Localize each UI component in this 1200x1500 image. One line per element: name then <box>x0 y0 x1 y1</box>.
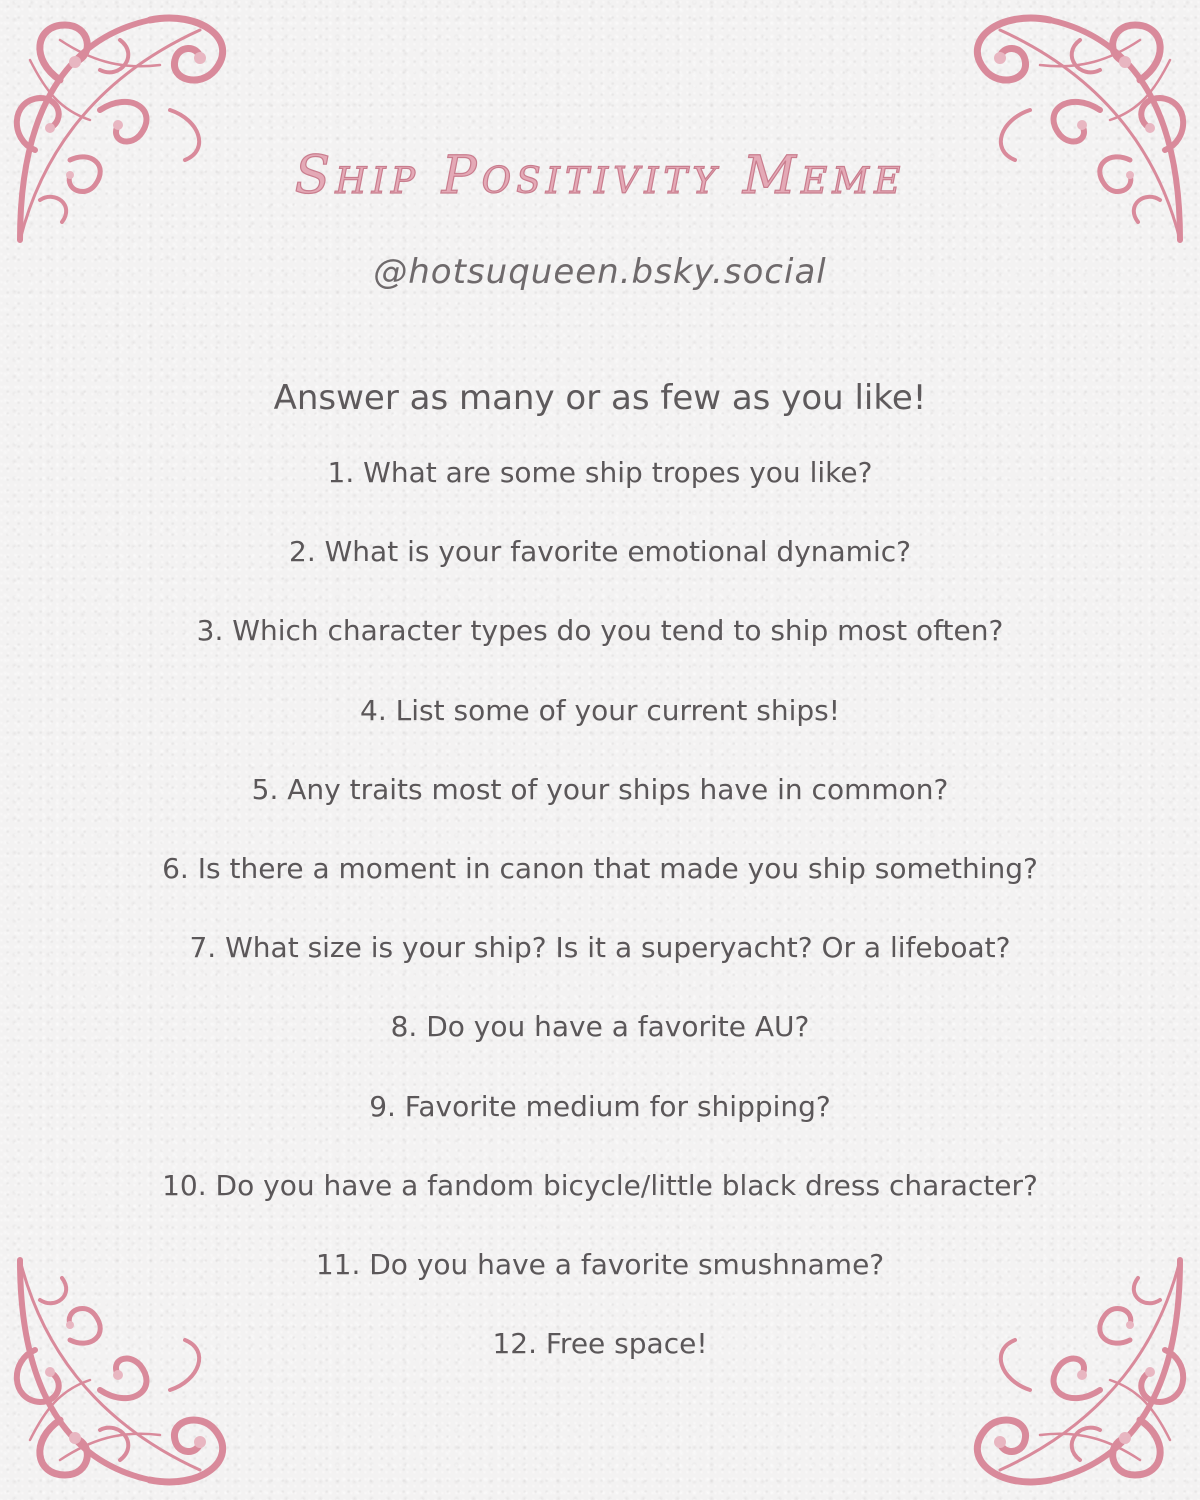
question-item: 1. What are some ship tropes you like? <box>327 456 873 489</box>
question-item: 12. Free space! <box>492 1327 708 1361</box>
question-item: 4. List some of your current ships! <box>360 693 840 727</box>
corner-ornament-icon <box>0 0 260 260</box>
question-item: 11. Do you have a favorite smushname? <box>315 1247 885 1281</box>
page-title: Ship Positivity Meme <box>294 146 906 206</box>
question-item: 9. Favorite medium for shipping? <box>369 1089 831 1123</box>
question-item: 7. What size is your ship? Is it a superyacht? Or a lifeboat? <box>189 931 1011 965</box>
question-item: 5. Any traits most of your ships have in common? <box>251 772 949 806</box>
question-item: 2. What is your favorite emotional dynamic? <box>289 535 911 569</box>
intro-text: Answer as many or as few as you like! <box>273 378 927 418</box>
author-handle: @hotsuqueen.bsky.social <box>373 252 827 292</box>
question-list <box>0 450 1200 1400</box>
question-item: 6. Is there a moment in canon that made you ship something? <box>162 851 1038 885</box>
corner-ornament-icon <box>940 0 1200 260</box>
question-item: 3. Which character types do you tend to ship most often? <box>196 614 1004 648</box>
question-item: 8. Do you have a favorite AU? <box>390 1010 810 1044</box>
question-item: 10. Do you have a fandom bicycle/little black dress character? <box>162 1168 1038 1202</box>
